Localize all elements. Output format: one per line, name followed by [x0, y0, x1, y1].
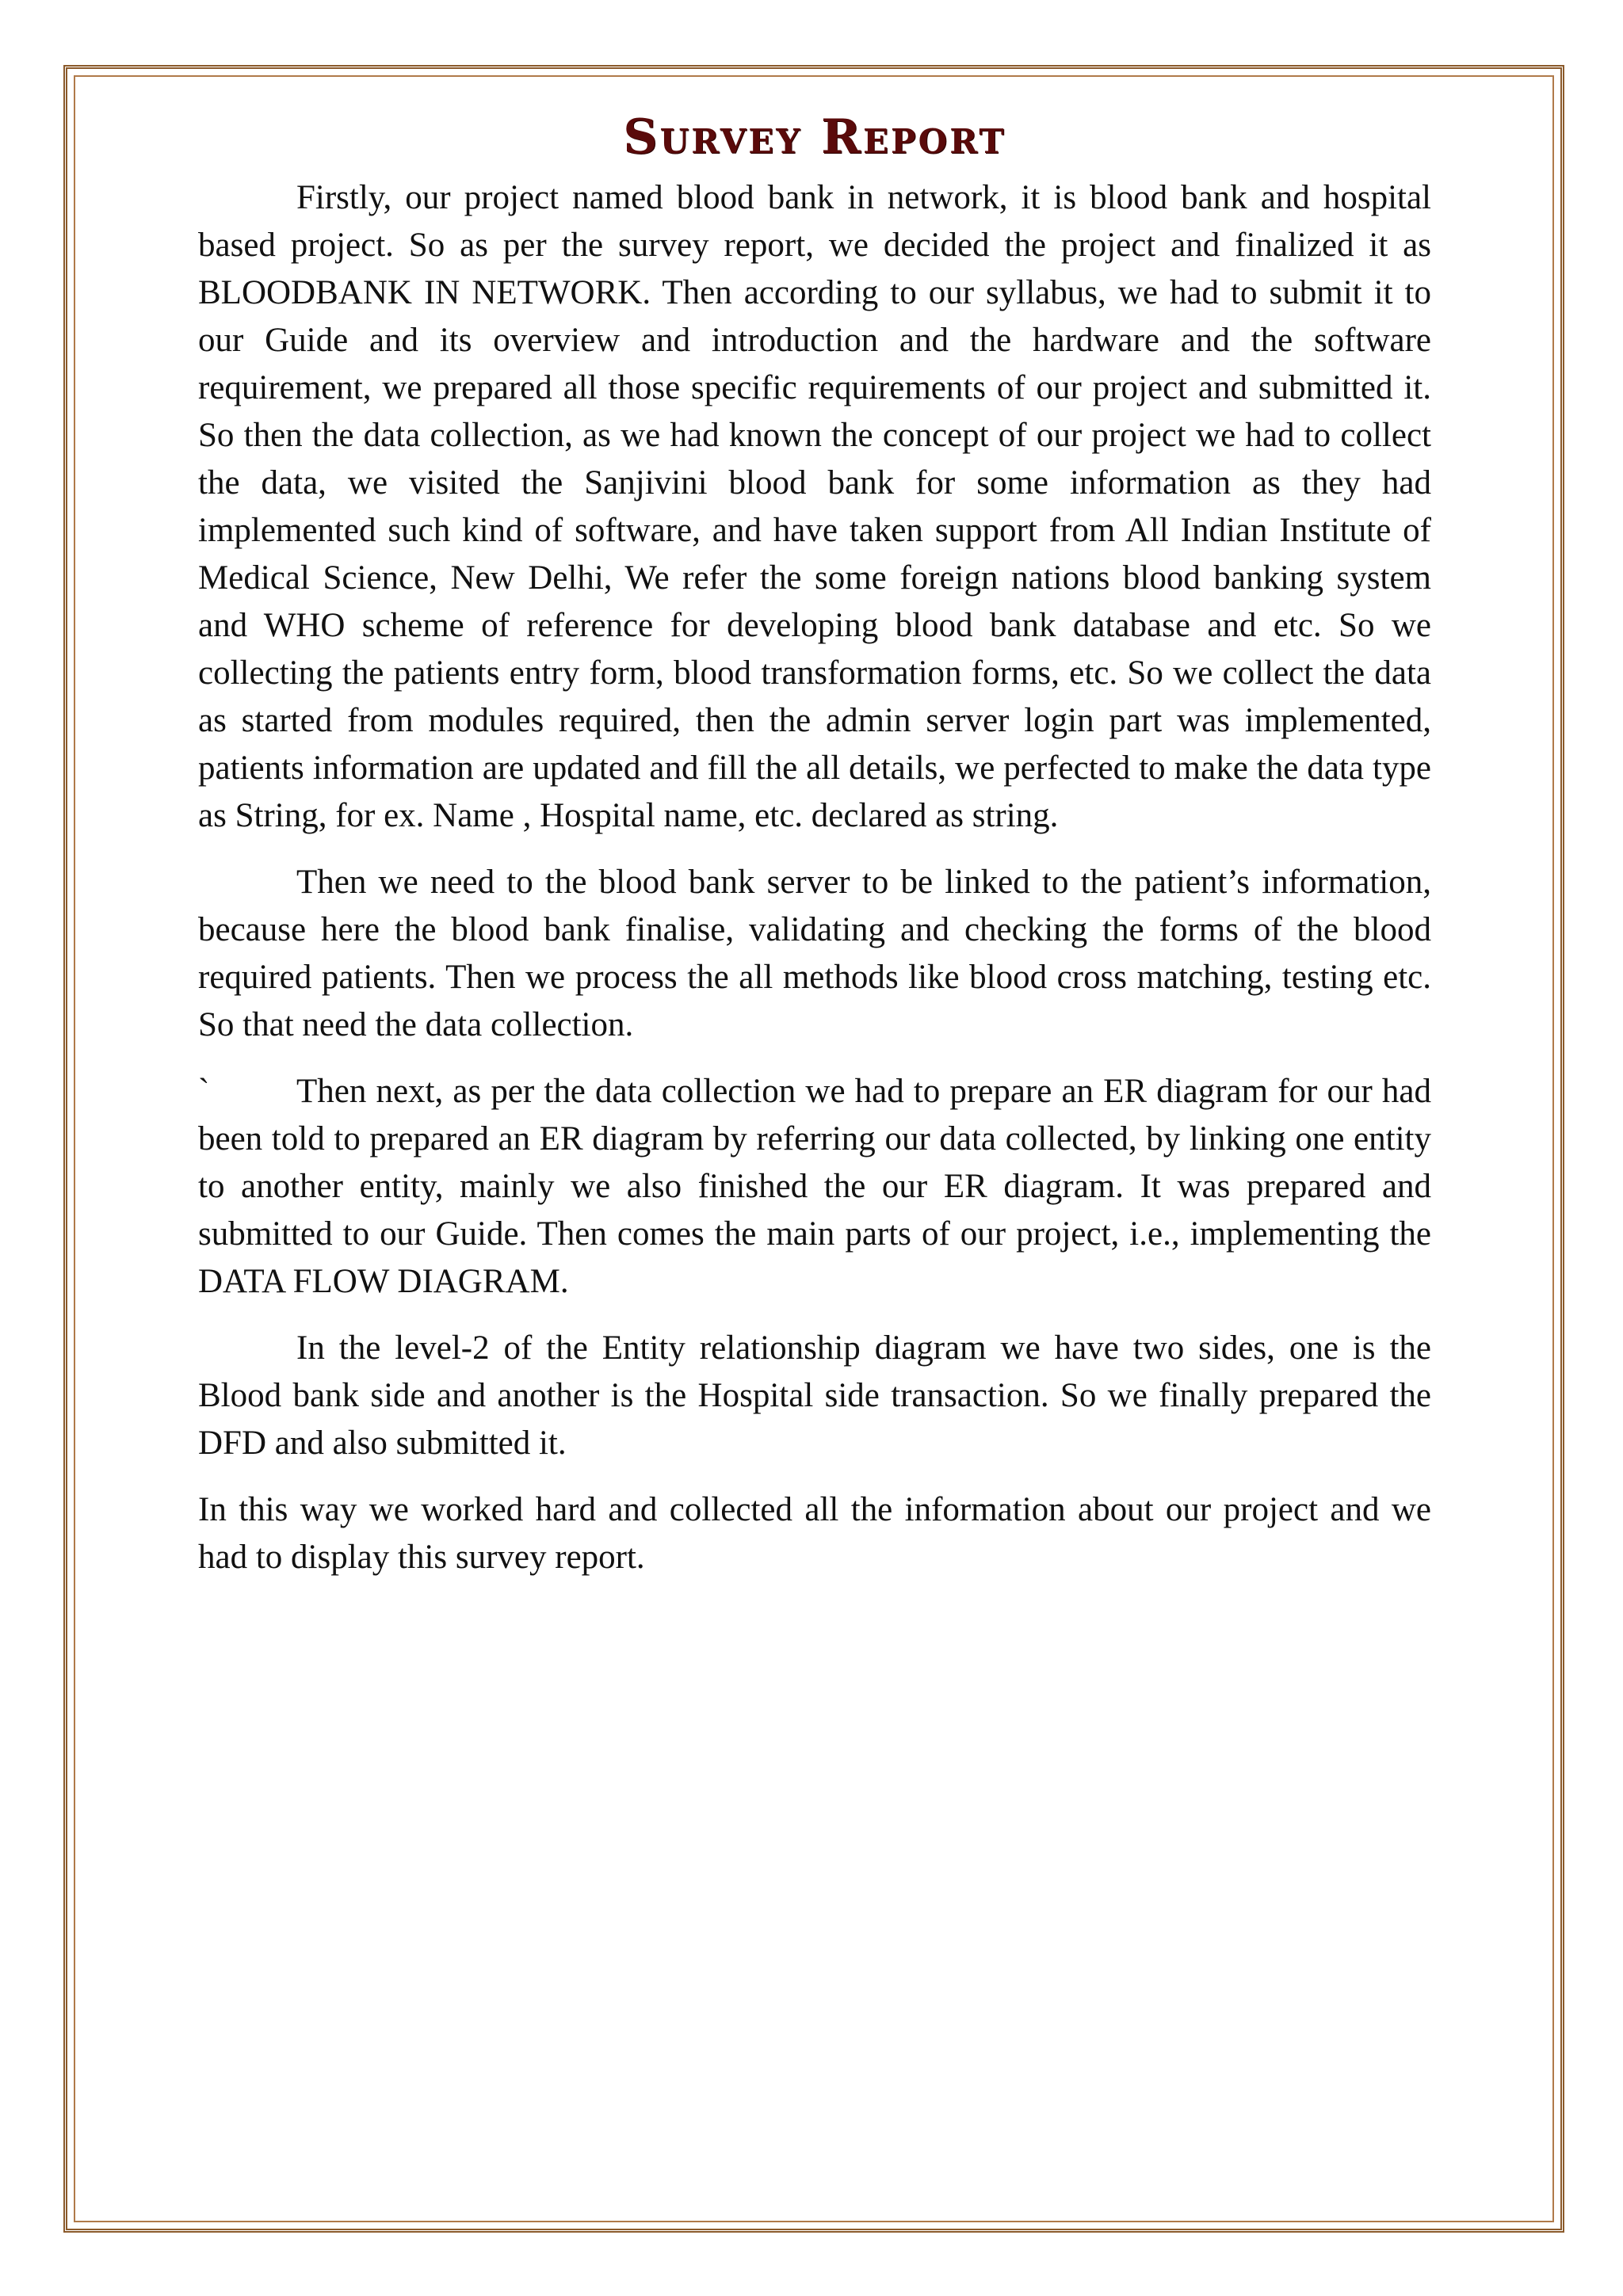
document-body	[198, 111, 1431, 1600]
paragraph-level-2: In the level-2 of the Entity relationship diagram we have two sides, one is the Blood bank side and another is the Hospital side transaction. So we finally prepared the DFD and also submitted it.	[198, 1329, 1431, 1462]
paragraph-conclusion: In this way we worked hard and collected all the information about our project and we had to display this survey report.	[198, 1491, 1431, 1576]
paragraph-er-diagram-text: Then next, as per the data collection we had to prepare an ER diagram for our had been told to prepared an ER diagram by referring our data collected, by linking one entity to another entity, mainly we also finished the our ER diagram. It was prepared and submitted to our Guide. Then comes the main parts of our project, i.e., implementing the DATA FLOW DIAGRAM.	[198, 1073, 1431, 1300]
paragraph-intro: Firstly, our project named blood bank in network, it is blood bank and hospital based project. So as per the survey report, we decided the project and finalized it as BLOODBANK IN NETWORK. Then according to our syllabus, we had to submit it to our Guide and its overview and introduction and the hardware and the software requirement, we prepared all those specific requirements of our project and submitted it. So then the data collection, as we had known the concept of our project we had to collect the data, we visited the Sanjivini blood bank for some information as they had implemented such kind of software, and have taken support from All Indian Institute of Medical Science, New Delhi, We refer the some foreign nations blood banking system and WHO scheme of reference for developing blood bank database and etc. So we collecting the patients entry form, blood transformation forms, etc. So we collect the data as started from modules required, then the admin server login part was implemented, patients information are updated and fill the all details, we perfected to make the data type as String, for ex. Name , Hospital name, etc. declared as string.	[198, 179, 1431, 834]
paragraph-er-diagram	[198, 1068, 1431, 1306]
paragraph-blood-bank-server: Then we need to the blood bank server to be linked to the patient’s information, because here the blood bank finalise, validating and checking the forms of the blood required patients. Then we process the all methods like blood cross matching, testing etc. So that need the data collection.	[198, 864, 1431, 1043]
stray-backtick-mark: `	[198, 1073, 210, 1110]
page-title: Survey Report	[623, 109, 1006, 165]
